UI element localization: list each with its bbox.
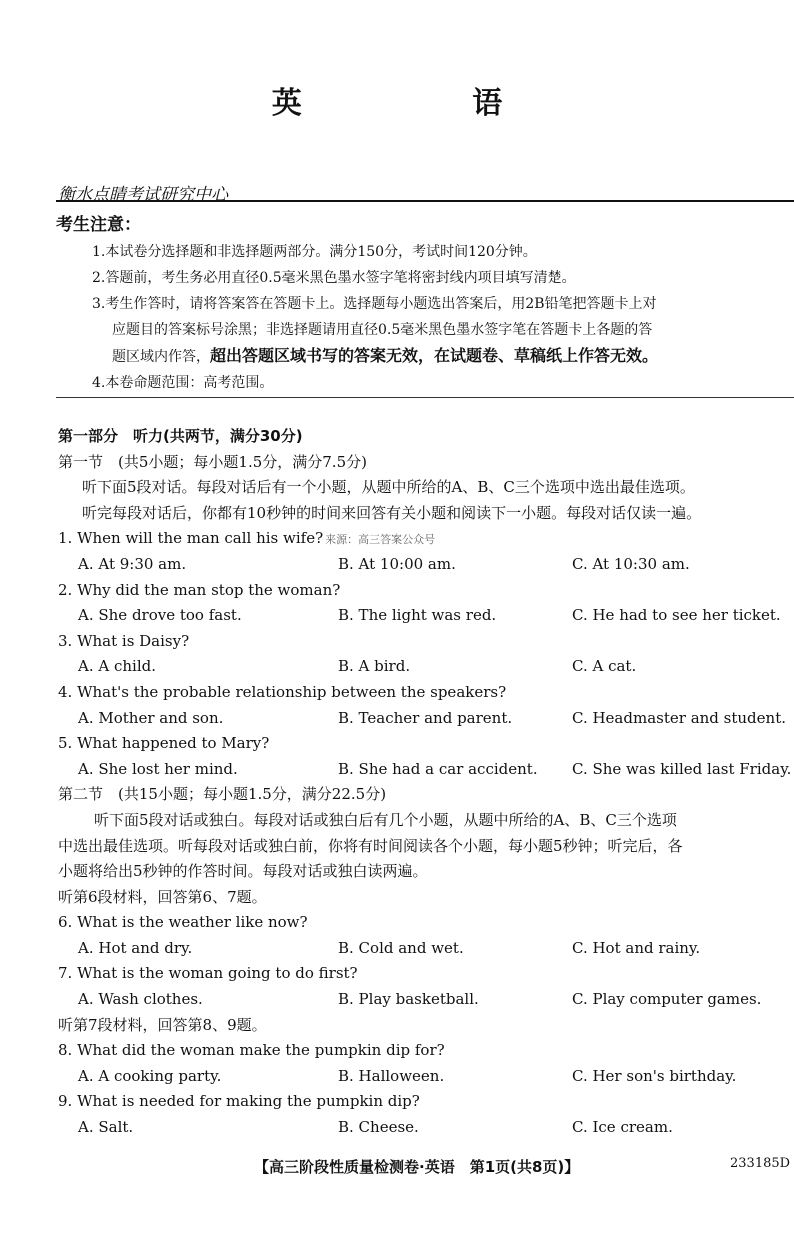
notice-item-text: 题区域内作答，	[112, 349, 210, 365]
part-heading: 第一部分 听力(共两节，满分30分)	[58, 427, 303, 445]
section-instruction: 听下面5段对话。每段对话后有一个小题，从题中所给的A、B、C三个选项中选出最佳选项。	[82, 478, 695, 497]
listening-section	[58, 424, 794, 1141]
section-instruction: 小题将给出5秒钟的作答时间。每段对话或独白读两遍。	[58, 862, 428, 881]
notice-title: 考生注意：	[56, 215, 141, 235]
option-c: C. At 10:30 am.	[572, 554, 690, 573]
option-row	[58, 1115, 794, 1141]
option-b: B. Cold and wet.	[338, 938, 464, 957]
question-stem	[58, 526, 794, 552]
option-a: A. She drove too fast.	[78, 606, 242, 625]
notice-item: 1.本试卷分选择题和非选择题两部分。满分150分，考试时间120分钟。	[92, 244, 537, 260]
option-row	[58, 706, 794, 732]
option-row	[58, 552, 794, 578]
section-heading: 第一节 (共5小题；每小题1.5分，满分7.5分)	[58, 452, 367, 471]
option-row	[58, 936, 794, 962]
notice-item: 2.答题前，考生务必用直径0.5毫米黑色墨水签字笔将密封线内项目填写清楚。	[92, 270, 576, 286]
notice-item-text: 应题目的答案标号涂黑；非选择题请用直径0.5毫米黑色墨水签字笔在答题卡上各题的答	[112, 322, 653, 338]
notice-emphasis: 超出答题区域书写的答案无效，在试题卷、草稿纸上作答无效。	[210, 346, 659, 365]
option-b: B. The light was red.	[338, 606, 497, 625]
option-b: B. Teacher and parent.	[338, 708, 513, 727]
question-stem: 9. What is needed for making the pumpkin dip?	[58, 1092, 420, 1111]
question-stem: 8. What did the woman make the pumpkin dip for?	[58, 1041, 445, 1060]
option-a: A. Salt.	[78, 1118, 134, 1137]
option-row	[58, 987, 794, 1013]
notice-item-text: 3.考生作答时，请将答案答在答题卡上。选择题每小题选出答案后，用2B铅笔把答题卡上对	[92, 296, 657, 312]
notice-item	[56, 291, 794, 370]
option-c: C. A cat.	[572, 657, 637, 676]
option-a: A. Mother and son.	[78, 708, 224, 727]
notice-item: 4.本卷命题范围：高考范围。	[92, 375, 274, 391]
option-b: B. She had a car accident.	[338, 759, 538, 778]
source-watermark: 来源：高三答案公众号	[325, 533, 436, 547]
notice-block	[56, 210, 794, 396]
option-b: B. Cheese.	[338, 1118, 419, 1137]
organization-name: 衡水点睛考试研究中心	[58, 185, 228, 205]
option-row	[58, 603, 794, 629]
question-text: 1. When will the man call his wife?	[58, 529, 324, 548]
header-divider	[56, 200, 794, 202]
notice-item-text	[92, 343, 794, 370]
section-instruction: 听完每段对话后，你都有10秒钟的时间来回答有关小题和阅读下一小题。每段对话仅读一遍。	[82, 503, 702, 522]
question-stem: 3. What is Daisy?	[58, 631, 190, 650]
option-c: C. Headmaster and student.	[572, 708, 786, 727]
section-instruction: 听下面5段对话或独白。每段对话或独白后有几个小题，从题中所给的A、B、C三个选项	[94, 810, 677, 829]
question-stem: 2. Why did the man stop the woman?	[58, 580, 341, 599]
option-c: C. Play computer games.	[572, 990, 762, 1009]
option-a: A. Wash clothes.	[78, 990, 203, 1009]
option-c: C. Her son's birthday.	[572, 1066, 737, 1085]
question-stem: 7. What is the woman going to do first?	[58, 964, 358, 983]
option-a: A. A child.	[78, 657, 156, 676]
option-row	[58, 757, 794, 783]
option-b: B. Play basketball.	[338, 990, 479, 1009]
option-c: C. He had to see her ticket.	[572, 606, 781, 625]
footer-title: 【高三阶段性质量检测卷·英语 第1页(共8页)】	[254, 1158, 580, 1176]
question-stem: 6. What is the weather like now?	[58, 913, 308, 932]
option-a: A. Hot and dry.	[78, 938, 193, 957]
option-c: C. Ice cream.	[572, 1118, 673, 1137]
material-heading: 听第7段材料，回答第8、9题。	[58, 1015, 267, 1034]
option-b: B. At 10:00 am.	[338, 554, 456, 573]
option-a: A. At 9:30 am.	[78, 554, 187, 573]
option-a: A. A cooking party.	[78, 1066, 222, 1085]
material-heading: 听第6段材料，回答第6、7题。	[58, 887, 267, 906]
option-b: B. Halloween.	[338, 1066, 445, 1085]
option-a: A. She lost her mind.	[78, 759, 238, 778]
question-stem: 4. What's the probable relationship between the speakers?	[58, 682, 507, 701]
section-instruction: 中选出最佳选项。听每段对话或独白前，你将有时间阅读各个小题，每小题5秒钟；听完后，各	[58, 836, 683, 855]
option-c: C. Hot and rainy.	[572, 938, 701, 957]
question-stem: 5. What happened to Mary?	[58, 734, 270, 753]
notice-divider	[56, 397, 794, 398]
section-heading: 第二节 (共15小题；每小题1.5分，满分22.5分)	[58, 785, 387, 804]
option-row	[58, 654, 794, 680]
paper-code: 233185D	[730, 1156, 791, 1171]
page-title: 英 语	[271, 86, 583, 121]
option-row	[58, 1064, 794, 1090]
option-b: B. A bird.	[338, 657, 411, 676]
option-c: C. She was killed last Friday.	[572, 759, 792, 778]
